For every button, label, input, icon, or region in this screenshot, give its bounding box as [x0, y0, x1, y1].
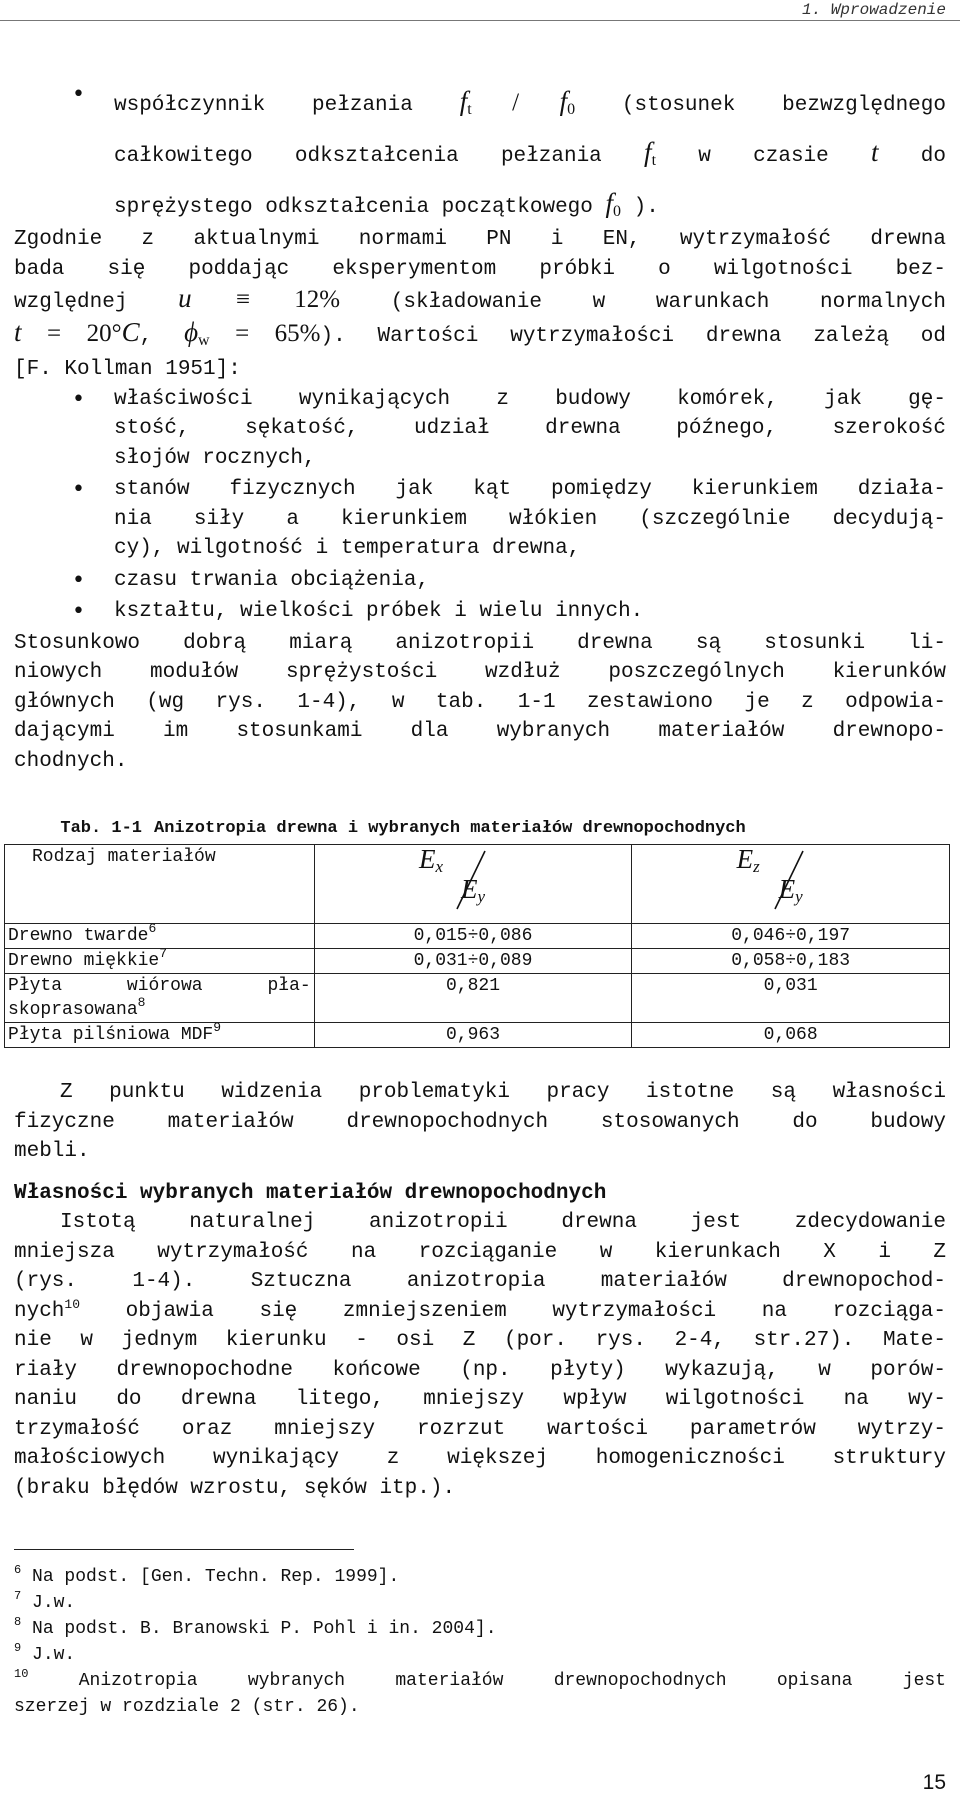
cell-ex-ey: 0,031÷0,089 — [314, 949, 632, 974]
text-line: Z punktu widzenia problematyki pracy istotne są własności — [60, 1081, 946, 1104]
cell-ez-ey: 0,068 — [632, 1023, 950, 1048]
text-line: małościowych wynikający z większej homogeniczności struktury — [14, 1447, 946, 1470]
cell-ez-ey: 0,046÷0,197 — [632, 924, 950, 949]
table-header-row — [5, 845, 950, 924]
text-line: trzymałość oraz mniejszy rozrzut wartości parametrów wytrzy- — [14, 1417, 946, 1441]
text-line: nych$^{10}$ objawia się zmniejszeniem wytrzymałości na rozciąga- — [14, 1296, 946, 1323]
bullet1-line2: całkowitego odkształcenia pełzania $f_t$ w czasie t do — [114, 137, 947, 169]
text-line: (braku błędów wzrostu, sęków itp.). — [14, 1476, 456, 1500]
text-line: chodnych. — [14, 749, 128, 773]
text-line: głównych (wg rys. 1-4), w tab. 1-1 zestawiono je z odpowia- — [14, 690, 946, 714]
paragraph-properties — [14, 1208, 946, 1503]
list-item — [14, 80, 946, 233]
header-ex-ey — [314, 845, 632, 924]
footnote: $^6$ Na podst. [Gen. Techn. Rep. 1999]. — [14, 1563, 400, 1587]
header-material: Rodzaj materiałów — [5, 845, 315, 924]
text-line: mniejsza wytrzymałość na rozciąganie w kierunkach X i Z — [14, 1240, 946, 1264]
anisotropy-table — [4, 844, 950, 1048]
header-ez-ey — [632, 845, 950, 924]
text-line: mebli. — [14, 1140, 90, 1163]
footnote: $^8$ Na podst. B. Branowski P. Pohl i in. 2004]. — [14, 1615, 497, 1639]
table-title: Anizotropia drewna i wybranych materiałów drewnopochodnych — [154, 819, 746, 838]
cell-material: Płyta wiórowa pła- skoprasowana$^8$ — [5, 974, 315, 1023]
text-line: (rys. 1-4). Sztuczna anizotropia materiałów drewnopochod- — [14, 1270, 946, 1293]
bullet-list-creep — [14, 80, 946, 233]
text-line: • czasu trwania obciążenia, — [114, 568, 430, 592]
text-line: naniu do drewna litego, mniejszy wpływ wilgotności na wy- — [14, 1388, 946, 1411]
page-number: 15 — [922, 1771, 946, 1794]
table-caption — [14, 818, 946, 840]
ratio-ez-ey: $E_z$ $E_y$ — [731, 845, 851, 915]
paragraph-physical — [14, 1078, 946, 1167]
text-line: • stanów fizycznych jak kąt pomiędzy kierunkiem działa- — [114, 478, 946, 501]
text-line: dającymi im stosunkami dla wybranych materiałów drewnopo- — [14, 720, 946, 743]
list-item — [14, 475, 946, 564]
text-line: riały drewnopochodne końcowe (np. płyty) wykazują, w porów- — [14, 1358, 946, 1382]
list-item — [14, 385, 946, 474]
cell-ez-ey: 0,031 — [632, 974, 950, 1023]
text-line: • kształtu, wielkości próbek i wielu innych. — [114, 600, 644, 623]
text-line: nie w jednym kierunku - osi Z (por. rys. 2-4, str.27). Mate- — [14, 1329, 946, 1352]
table-row — [5, 949, 950, 974]
text-line: bada się poddając eksperymentom próbki o wilgotności bez- — [14, 257, 946, 281]
page-content — [8, 80, 947, 1720]
table-row — [5, 1023, 950, 1048]
footnote: $^7$ J.w. — [14, 1589, 76, 1613]
paragraph-norms — [14, 225, 946, 385]
text-line: Stosunkowo dobrą miarą anizotropii drewna są stosunki li- — [14, 631, 946, 655]
text-line: [F. Kollman 1951]: — [14, 358, 241, 381]
list-item — [14, 566, 946, 596]
cell-ez-ey: 0,058÷0,183 — [632, 949, 950, 974]
text-line: fizyczne materiałów drewnopochodnych stosowanych do budowy — [14, 1110, 946, 1134]
footnote-rule — [14, 1549, 354, 1550]
table-number: Tab. 1-1 — [60, 819, 142, 838]
cell-material: Płyta pilśniowa MDF$^9$ — [5, 1023, 315, 1048]
text-line: cy), wilgotność i temperatura drewna, — [114, 537, 581, 560]
text-line: Istotą naturalnej anizotropii drewna jest zdecydowanie — [60, 1211, 946, 1234]
cell-ex-ey: 0,821 — [314, 974, 632, 1023]
text-line: stość, sękatość, udział drewna późnego, szerokość — [114, 417, 946, 440]
text-line: • właściwości wynikających z budowy komórek, jak gę- — [114, 387, 946, 411]
text-line: nia siły a kierunkiem włókien (szczególnie decydują- — [114, 507, 946, 531]
text-line: niowych modułów sprężystości wzdłuż poszczególnych kierunków — [14, 661, 946, 684]
bullet1-line1: • współczynnik pełzania $f_t / f_0$ (stosunek bezwzględnego — [114, 86, 946, 118]
list-item — [14, 597, 946, 627]
section-title: Własności wybranych materiałów drewnopochodnych — [14, 1181, 607, 1205]
ratio-ex-ey: $E_x$ $E_y$ — [413, 845, 533, 915]
cell-material: Drewno twarde$^6$ — [5, 924, 315, 949]
cell-material: Drewno miękkie$^7$ — [5, 949, 315, 974]
footnote: $^9$ J.w. — [14, 1641, 76, 1665]
paragraph-anisotropy — [14, 629, 946, 777]
table-row — [5, 924, 950, 949]
bullet-list-factors — [14, 385, 946, 627]
footnotes — [14, 1564, 946, 1720]
text-line: Zgodnie z aktualnymi normami PN i EN, wytrzymałość drewna — [14, 228, 946, 251]
table-row — [5, 974, 950, 1023]
footnote: $^{10}$ Anizotropia wybranych materiałów drewnopochodnych opisana jest szerzej w rozdziale 2 (str. 26). — [14, 1667, 946, 1717]
bullet1-line3: sprężystego odkształcenia początkowego $f_0$ ). — [114, 188, 659, 220]
cell-ex-ey: 0,963 — [314, 1023, 632, 1048]
cell-ex-ey: 0,015÷0,086 — [314, 924, 632, 949]
text-line: t = 20°C, $\phi_w = 65\%$). Wartości wytrzymałości drewna zależą od — [14, 316, 946, 349]
text-line: względnej u ≡ 12% (składowanie w warunkach normalnych — [14, 283, 946, 314]
header-rule — [0, 20, 960, 21]
text-line: słojów rocznych, — [114, 446, 316, 470]
running-head: 1. Wprowadzenie — [801, 1, 946, 19]
